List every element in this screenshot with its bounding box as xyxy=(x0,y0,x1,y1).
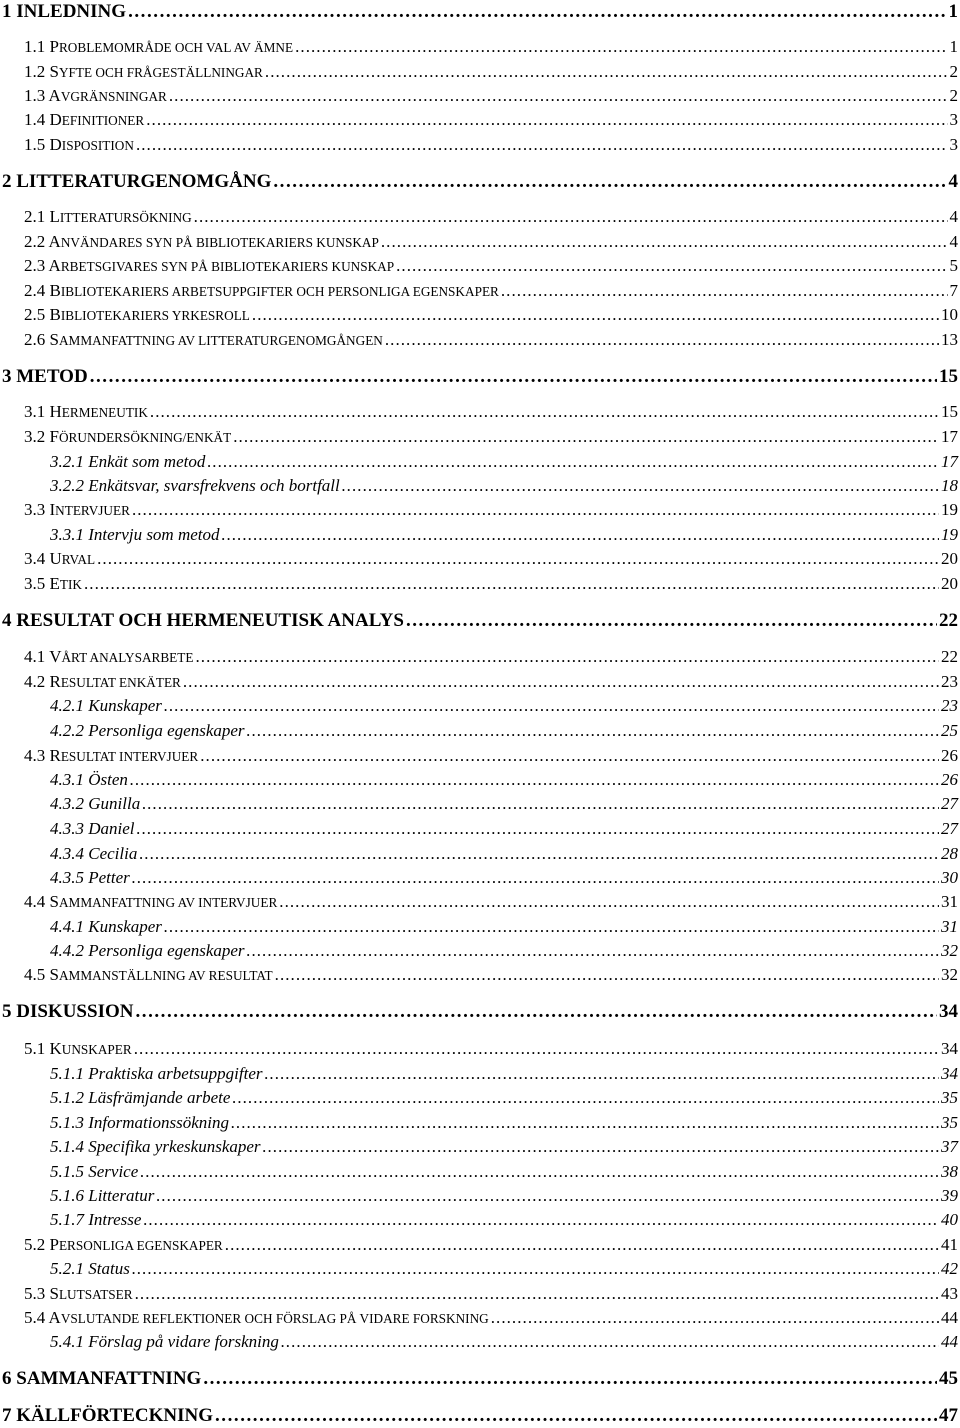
toc-entry[interactable] xyxy=(50,694,958,718)
toc-dot-leader xyxy=(136,133,948,157)
toc-dot-leader xyxy=(142,792,939,816)
toc-entry-page: 47 xyxy=(939,1405,958,1426)
toc-entry-page: 7 xyxy=(949,281,958,300)
toc-dot-leader xyxy=(200,744,939,768)
toc-entry-title: 2 LITTERATURGENOMGÅNG xyxy=(2,171,272,192)
toc-entry[interactable] xyxy=(24,35,958,59)
toc-dot-leader xyxy=(215,1404,937,1428)
toc-dot-leader xyxy=(134,1037,939,1061)
toc-entry-page: 4 xyxy=(948,171,958,192)
toc-entry-title: 2.2 ANVÄNDARES SYN PÅ BIBLIOTEKARIERS KUNSKAP xyxy=(24,232,379,251)
toc-dot-leader xyxy=(84,572,939,596)
toc-entry-title: 4.4.2 Personliga egenskaper xyxy=(50,941,245,960)
toc-entry[interactable] xyxy=(50,939,958,963)
toc-entry-title: 3.2.1 Enkät som metod xyxy=(50,452,206,471)
toc-entry[interactable] xyxy=(24,1037,958,1061)
toc-dot-leader xyxy=(385,328,939,352)
toc-entry-title: 2.6 SAMMANFATTNING AV LITTERATURGENOMGÅNGEN xyxy=(24,330,383,349)
toc-entry-page: 19 xyxy=(941,525,958,544)
toc-entry[interactable] xyxy=(24,133,958,157)
toc-entry-page: 1 xyxy=(949,37,958,56)
toc-entry-page: 15 xyxy=(941,402,958,421)
toc-entry[interactable] xyxy=(50,1330,958,1354)
toc-entry[interactable] xyxy=(24,890,958,914)
toc-entry[interactable] xyxy=(2,170,958,194)
toc-dot-leader xyxy=(279,890,939,914)
toc-entry[interactable] xyxy=(24,84,958,108)
toc-entry-page: 35 xyxy=(941,1088,958,1107)
toc-entry[interactable] xyxy=(50,1111,958,1135)
toc-entry-page: 35 xyxy=(941,1113,958,1132)
toc-entry-title: 1.2 SYFTE OCH FRÅGESTÄLLNINGAR xyxy=(24,62,263,81)
toc-dot-leader xyxy=(183,670,939,694)
toc-entry-title: 1.4 DEFINITIONER xyxy=(24,110,145,129)
toc-dot-leader xyxy=(263,1135,939,1159)
toc-entry[interactable] xyxy=(50,523,958,547)
toc-entry-page: 37 xyxy=(941,1137,958,1156)
toc-entry-title: 2.4 BIBLIOTEKARIERS ARBETSUPPGIFTER OCH PERSONLIGA EGENSKAPER xyxy=(24,281,499,300)
toc-dot-leader xyxy=(273,170,946,194)
toc-dot-leader xyxy=(342,474,939,498)
toc-entry-title: 3.4 URVAL xyxy=(24,549,96,568)
toc-entry-page: 27 xyxy=(941,819,958,838)
toc-entry[interactable] xyxy=(50,792,958,816)
toc-dot-leader xyxy=(232,1086,939,1110)
toc-entry-page: 4 xyxy=(949,207,958,226)
toc-entry-title: 1.1 PROBLEMOMRÅDE OCH VAL AV ÄMNE xyxy=(24,37,294,56)
toc-entry[interactable] xyxy=(24,328,958,352)
toc-entry-page: 23 xyxy=(941,696,958,715)
toc-entry-page: 22 xyxy=(941,647,958,666)
toc-entry-page: 38 xyxy=(941,1162,958,1181)
toc-dot-leader xyxy=(247,719,939,743)
toc-entry[interactable] xyxy=(50,915,958,939)
toc-entry[interactable] xyxy=(50,719,958,743)
toc-dot-leader xyxy=(194,205,948,229)
toc-entry-title: 4.3.4 Cecilia xyxy=(50,844,138,863)
toc-entry-title: 3 METOD xyxy=(2,366,88,387)
toc-entry-title: 5.1.7 Intresse xyxy=(50,1210,142,1229)
toc-entry[interactable] xyxy=(50,1160,958,1184)
toc-dot-leader xyxy=(164,915,939,939)
toc-entry[interactable] xyxy=(2,1404,958,1428)
toc-entry-title: 3.3.1 Intervju som metod xyxy=(50,525,220,544)
toc-entry-page: 27 xyxy=(941,794,958,813)
toc-entry-title: 5.1.1 Praktiska arbetsuppgifter xyxy=(50,1064,263,1083)
toc-entry[interactable] xyxy=(24,254,958,278)
toc-entry-page: 25 xyxy=(941,721,958,740)
toc-dot-leader xyxy=(90,365,937,389)
toc-entry-page: 39 xyxy=(941,1186,958,1205)
toc-entry[interactable] xyxy=(50,1257,958,1281)
toc-dot-leader xyxy=(169,84,948,108)
toc-dot-leader xyxy=(132,866,939,890)
toc-entry-title: 4.3.1 Östen xyxy=(50,770,128,789)
toc-entry-title: 3.5 ETIK xyxy=(24,574,82,593)
toc-entry-page: 22 xyxy=(939,610,958,631)
toc-dot-leader xyxy=(139,842,939,866)
toc-entry-title: 4.5 SAMMANSTÄLLNING AV RESULTAT xyxy=(24,965,273,984)
toc-dot-leader xyxy=(406,609,937,633)
toc-entry-title: 2.3 ARBETSGIVARES SYN PÅ BIBLIOTEKARIERS KUNSKAP xyxy=(24,256,395,275)
toc-dot-leader xyxy=(150,400,939,424)
toc-entry-page: 41 xyxy=(941,1235,958,1254)
toc-entry[interactable] xyxy=(24,1306,958,1330)
toc-entry-title: 5.4 AVSLUTANDE REFLEKTIONER OCH FÖRSLAG PÅ VIDARE FORSKNING xyxy=(24,1308,489,1327)
toc-dot-leader xyxy=(207,450,939,474)
toc-dot-leader xyxy=(252,303,939,327)
toc-entry-title: 5.1.4 Specifika yrkeskunskaper xyxy=(50,1137,261,1156)
toc-entry-page: 20 xyxy=(941,574,958,593)
toc-dot-leader xyxy=(135,1282,939,1306)
toc-entry[interactable] xyxy=(2,0,958,24)
toc-entry[interactable] xyxy=(24,60,958,84)
toc-entry-page: 26 xyxy=(941,770,958,789)
toc-dot-leader xyxy=(491,1306,939,1330)
toc-entry[interactable] xyxy=(50,768,958,792)
toc-entry-page: 42 xyxy=(941,1259,958,1278)
toc-entry-page: 34 xyxy=(941,1064,958,1083)
toc-entry[interactable] xyxy=(2,365,958,389)
toc-dot-leader xyxy=(222,523,939,547)
toc-entry[interactable] xyxy=(24,1233,958,1257)
toc-entry[interactable] xyxy=(50,1086,958,1110)
toc-entry[interactable] xyxy=(24,425,958,449)
toc-entry-page: 15 xyxy=(939,366,958,387)
toc-entry-page: 17 xyxy=(941,427,958,446)
toc-entry-title: 4.1 VÅRT ANALYSARBETE xyxy=(24,647,194,666)
toc-entry-title: 3.2 FÖRUNDERSÖKNING/ENKÄT xyxy=(24,427,232,446)
toc-dot-leader xyxy=(137,817,939,841)
toc-entry-page: 34 xyxy=(941,1039,958,1058)
toc-entry[interactable] xyxy=(24,400,958,424)
toc-dot-leader xyxy=(295,35,947,59)
toc-entry-title: 5.2 PERSONLIGA EGENSKAPER xyxy=(24,1235,223,1254)
toc-dot-leader xyxy=(128,0,946,24)
toc-entry[interactable] xyxy=(24,279,958,303)
toc-dot-leader xyxy=(233,425,939,449)
toc-entry-title: 4.2.2 Personliga egenskaper xyxy=(50,721,245,740)
toc-entry-title: 3.1 HERMENEUTIK xyxy=(24,402,148,421)
toc-entry-page: 34 xyxy=(939,1001,958,1022)
toc-entry-page: 31 xyxy=(941,892,958,911)
toc-dot-leader xyxy=(225,1233,939,1257)
toc-entry[interactable] xyxy=(50,817,958,841)
toc-entry[interactable] xyxy=(50,1062,958,1086)
toc-entry-page: 2 xyxy=(949,86,958,105)
toc-entry-page: 3 xyxy=(949,110,958,129)
toc-entry-title: 6 SAMMANFATTNING xyxy=(2,1368,202,1389)
toc-dot-leader xyxy=(396,254,947,278)
toc-entry-title: 4.3 RESULTAT INTERVJUER xyxy=(24,746,199,765)
toc-entry[interactable] xyxy=(50,1208,958,1232)
toc-dot-leader xyxy=(501,279,948,303)
toc-entry-title: 3.3 INTERVJUER xyxy=(24,500,130,519)
toc-entry[interactable] xyxy=(24,547,958,571)
toc-entry[interactable] xyxy=(50,474,958,498)
toc-dot-leader xyxy=(381,230,948,254)
toc-entry-page: 19 xyxy=(941,500,958,519)
toc-entry[interactable] xyxy=(50,842,958,866)
toc-entry-page: 4 xyxy=(949,232,958,251)
toc-entry[interactable] xyxy=(50,450,958,474)
toc-dot-leader xyxy=(132,1257,939,1281)
toc-dot-leader xyxy=(265,60,948,84)
toc-dot-leader xyxy=(164,694,939,718)
toc-entry-title: 1 INLEDNING xyxy=(2,1,127,22)
toc-entry-title: 4.2 RESULTAT ENKÄTER xyxy=(24,672,181,691)
toc-entry-page: 3 xyxy=(949,135,958,154)
toc-entry-page: 45 xyxy=(939,1368,958,1389)
toc-entry-title: 5 DISKUSSION xyxy=(2,1001,134,1022)
toc-entry-title: 1.3 AVGRÄNSNINGAR xyxy=(24,86,167,105)
toc-entry-title: 4.3.2 Gunilla xyxy=(50,794,141,813)
toc-entry-title: 2.1 LITTERATURSÖKNING xyxy=(24,207,192,226)
toc-entry[interactable] xyxy=(50,1135,958,1159)
toc-entry-title: 4.3.5 Petter xyxy=(50,868,130,887)
toc-entry-page: 10 xyxy=(941,305,958,324)
toc-entry-page: 13 xyxy=(941,330,958,349)
toc-entry-title: 5.1 KUNSKAPER xyxy=(24,1039,132,1058)
toc-dot-leader xyxy=(156,1184,939,1208)
toc-entry[interactable] xyxy=(24,498,958,522)
toc-entry-page: 40 xyxy=(941,1210,958,1229)
toc-entry-title: 4.4 SAMMANFATTNING AV INTERVJUER xyxy=(24,892,278,911)
toc-entry-title: 5.1.5 Service xyxy=(50,1162,139,1181)
toc-entry-title: 5.1.6 Litteratur xyxy=(50,1186,155,1205)
toc-entry[interactable] xyxy=(50,1184,958,1208)
toc-entry-title: 5.2.1 Status xyxy=(50,1259,130,1278)
toc-entry-page: 32 xyxy=(941,941,958,960)
toc-dot-leader xyxy=(264,1062,939,1086)
toc-entry-title: 7 KÄLLFÖRTECKNING xyxy=(2,1405,213,1426)
toc-entry[interactable] xyxy=(50,866,958,890)
toc-entry-title: 4.2.1 Kunskaper xyxy=(50,696,162,715)
toc-entry-page: 2 xyxy=(949,62,958,81)
toc-entry-title: 4.4.1 Kunskaper xyxy=(50,917,162,936)
toc-entry-page: 26 xyxy=(941,746,958,765)
toc-entry[interactable] xyxy=(2,609,958,633)
toc-entry-page: 20 xyxy=(941,549,958,568)
toc-entry-title: 2.5 BIBLIOTEKARIERS YRKESROLL xyxy=(24,305,250,324)
toc-entry-page: 31 xyxy=(941,917,958,936)
toc-entry-title: 3.2.2 Enkätsvar, svarsfrekvens och bortfall xyxy=(50,476,340,495)
toc-dot-leader xyxy=(146,108,947,132)
toc-entry-page: 44 xyxy=(941,1332,958,1351)
toc-entry[interactable] xyxy=(24,744,958,768)
toc-entry[interactable] xyxy=(24,205,958,229)
toc-entry[interactable] xyxy=(24,963,958,987)
toc-dot-leader xyxy=(135,1000,937,1024)
toc-entry-title: 5.1.2 Läsfrämjande arbete xyxy=(50,1088,231,1107)
toc-entry-title: 4.3.3 Daniel xyxy=(50,819,135,838)
toc-dot-leader xyxy=(247,939,939,963)
toc-entry-page: 28 xyxy=(941,844,958,863)
toc-entry-title: 1.5 DISPOSITION xyxy=(24,135,134,154)
toc-entry-page: 18 xyxy=(941,476,958,495)
toc-dot-leader xyxy=(195,645,939,669)
toc-entry-page: 32 xyxy=(941,965,958,984)
toc-entry-page: 44 xyxy=(941,1308,958,1327)
toc-entry[interactable] xyxy=(24,572,958,596)
toc-entry-title: 5.1.3 Informationssökning xyxy=(50,1113,229,1132)
toc-entry-title: 5.4.1 Förslag på vidare forskning xyxy=(50,1332,279,1351)
toc-entry[interactable] xyxy=(24,108,958,132)
toc-entry[interactable] xyxy=(24,670,958,694)
toc-entry[interactable] xyxy=(2,1367,958,1391)
toc-entry[interactable] xyxy=(24,645,958,669)
toc-dot-leader xyxy=(203,1367,937,1391)
toc-entry-page: 23 xyxy=(941,672,958,691)
toc-dot-leader xyxy=(130,768,939,792)
toc-entry[interactable] xyxy=(24,230,958,254)
toc-entry-page: 5 xyxy=(949,256,958,275)
toc-entry[interactable] xyxy=(2,1000,958,1024)
toc-entry-page: 43 xyxy=(941,1284,958,1303)
toc-dot-leader xyxy=(132,498,939,522)
toc-dot-leader xyxy=(275,963,939,987)
toc-entry-page: 1 xyxy=(948,1,958,22)
toc-dot-leader xyxy=(281,1330,939,1354)
toc-entry[interactable] xyxy=(24,303,958,327)
toc-entry-page: 17 xyxy=(941,452,958,471)
toc-dot-leader xyxy=(97,547,939,571)
toc-dot-leader xyxy=(143,1208,939,1232)
toc-entry-page: 30 xyxy=(941,868,958,887)
toc-dot-leader xyxy=(140,1160,939,1184)
toc-entry-title: 4 RESULTAT OCH HERMENEUTISK ANALYS xyxy=(2,610,404,631)
toc-entry-title: 5.3 SLUTSATSER xyxy=(24,1284,133,1303)
toc-dot-leader xyxy=(231,1111,939,1135)
toc-entry[interactable] xyxy=(24,1282,958,1306)
